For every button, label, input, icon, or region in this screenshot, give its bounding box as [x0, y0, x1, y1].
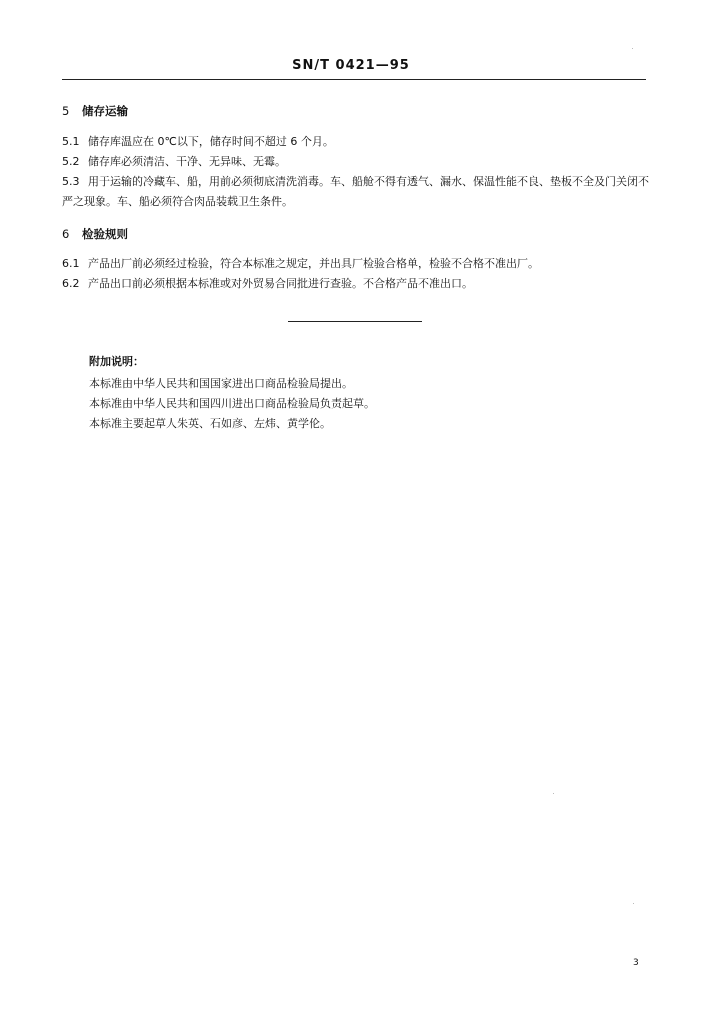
clause-number: 5.2: [62, 155, 80, 168]
clause-number: 6.1: [62, 257, 80, 270]
clause-text: 产品出口前必须根据本标准或对外贸易合同批进行查验。不合格产品不准出口。: [88, 277, 473, 290]
notes-title: 附加说明：: [89, 355, 144, 368]
section-title: 储存运输: [82, 104, 128, 118]
clause-text: 用于运输的冷藏车、船，用前必须彻底清洗消毒。车、船舱不得有透气、漏水、保温性能不良、垫板不全及门关闭不严之现象。车、船必须符合肉品装载卫生条件。: [62, 175, 649, 208]
clause: [62, 132, 334, 152]
section-heading: [62, 103, 128, 119]
clause: [62, 152, 286, 172]
clause-number: 5.1: [62, 135, 80, 148]
clause-text: 储存库温应在 0℃以下，储存时间不超过 6 个月。: [88, 135, 334, 148]
section-title: 检验规则: [82, 227, 128, 241]
clause-text: 产品出厂前必须经过检验，符合本标准之规定，并出具厂检验合格单，检验不合格不准出厂。: [88, 257, 539, 270]
clause-text: 储存库必须清洁、干净、无异味、无霉。: [88, 155, 286, 168]
end-divider: [288, 321, 422, 322]
header-divider: [62, 79, 646, 80]
clause: [62, 254, 539, 274]
standard-code: SN/T 0421—95: [292, 58, 410, 73]
clause-number: 5.3: [62, 175, 80, 188]
scan-speck: [553, 793, 554, 794]
scan-speck: [632, 48, 633, 49]
note-line: 本标准由中华人民共和国国家进出口商品检验局提出。: [89, 377, 353, 390]
clause: [62, 274, 473, 294]
section-number: 5: [62, 104, 70, 118]
section-heading: [62, 226, 128, 242]
page-number: 3: [633, 958, 639, 968]
clause-number: 6.2: [62, 277, 80, 290]
clause: [62, 172, 652, 212]
section-number: 6: [62, 227, 70, 241]
note-line: 本标准由中华人民共和国四川进出口商品检验局负责起草。: [89, 397, 375, 410]
scan-speck: [633, 903, 634, 904]
note-line: 本标准主要起草人朱英、石如彦、左炜、黄学伦。: [89, 417, 331, 430]
